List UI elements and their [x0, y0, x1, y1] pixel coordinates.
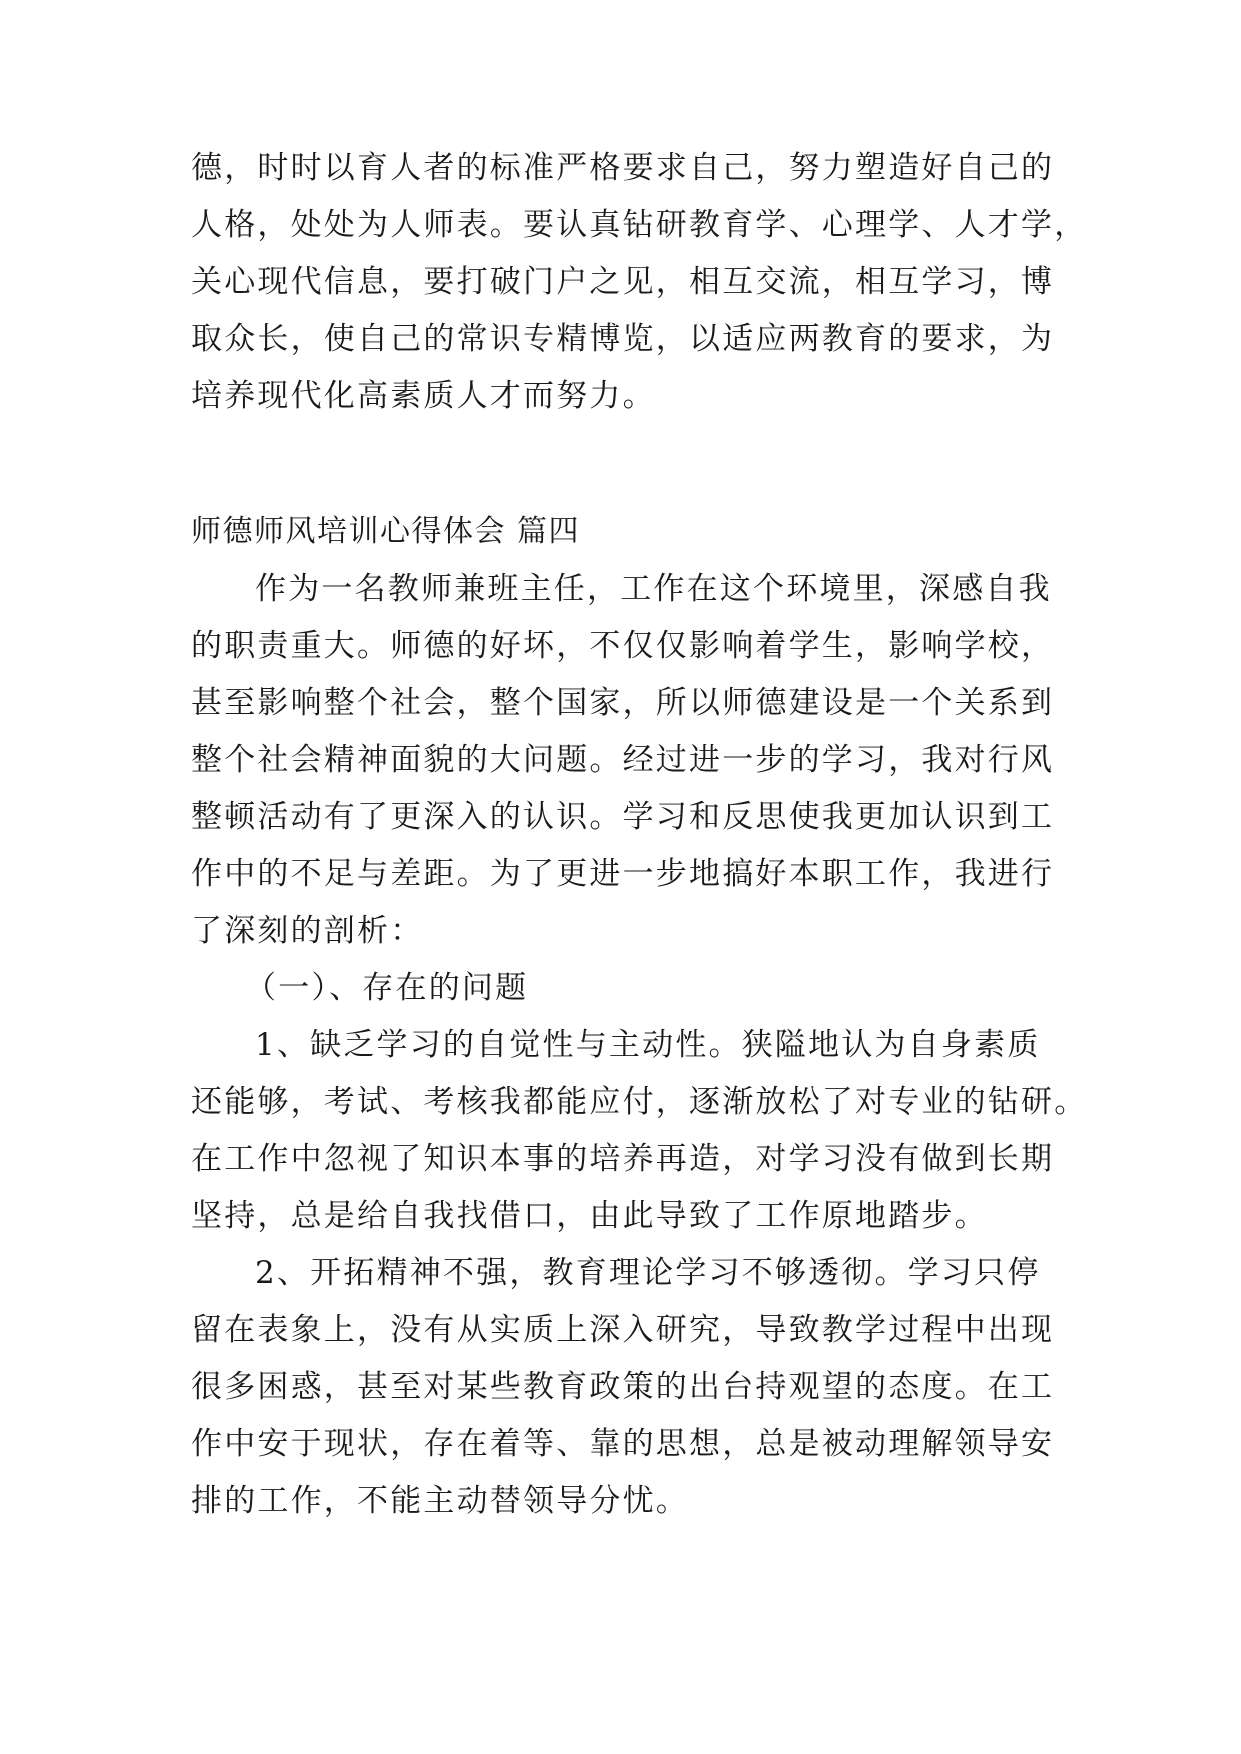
item2-line-4: 作中安于现状，存在着等、靠的思想，总是被动理解领导安 — [191, 1426, 1055, 1462]
item2-line-3: 很多困惑，甚至对某些教育政策的出台持观望的态度。在工 — [191, 1369, 1055, 1405]
intro-line-2: 人格，处处为人师表。要认真钻研教育学、心理学、人才学， — [191, 207, 1088, 243]
para1-line-1: 作为一名教师兼班主任，工作在这个环境里，深感自我 — [255, 571, 1052, 607]
intro-line-5: 培养现代化高素质人才而努力。 — [191, 378, 656, 414]
item2-line-2: 留在表象上，没有从实质上深入研究，导致教学过程中出现 — [191, 1312, 1055, 1348]
intro-line-4: 取众长，使自己的常识专精博览，以适应两教育的要求，为 — [191, 321, 1055, 357]
para1-line-4: 整个社会精神面貌的大问题。经过进一步的学习，我对行风 — [191, 742, 1055, 778]
para1-line-6: 作中的不足与差距。为了更进一步地搞好本职工作，我进行 — [191, 856, 1055, 892]
intro-line-1: 德，时时以育人者的标准严格要求自己，努力塑造好自己的 — [191, 150, 1055, 186]
intro-line-3: 关心现代信息，要打破门户之见，相互交流，相互学习，博 — [191, 264, 1055, 300]
para1-line-7: 了深刻的剖析： — [191, 913, 424, 949]
item1-line-4: 坚持，总是给自我找借口，由此导致了工作原地踏步。 — [191, 1198, 988, 1234]
item1-line-2: 还能够，考试、考核我都能应付，逐渐放松了对专业的钻研。 — [191, 1084, 1088, 1120]
section-heading: 师德师风培训心得体会 篇四 — [191, 514, 581, 549]
item2-line-5: 排的工作，不能主动替领导分忧。 — [191, 1483, 689, 1519]
para1-line-2: 的职责重大。师德的好坏，不仅仅影响着学生，影响学校， — [191, 628, 1055, 664]
item1-line-1: 1、缺乏学习的自觉性与主动性。狭隘地认为自身素质 — [255, 1027, 1041, 1063]
item1-line-3: 在工作中忽视了知识本事的培养再造，对学习没有做到长期 — [191, 1141, 1055, 1177]
para1-line-5: 整顿活动有了更深入的认识。学习和反思使我更加认识到工 — [191, 799, 1055, 835]
subheading-problems: （一）、存在的问题 — [245, 970, 529, 1006]
item2-line-1: 2、开拓精神不强，教育理论学习不够透彻。学习只停 — [255, 1255, 1041, 1291]
para1-line-3: 甚至影响整个社会，整个国家，所以师德建设是一个关系到 — [191, 685, 1055, 721]
